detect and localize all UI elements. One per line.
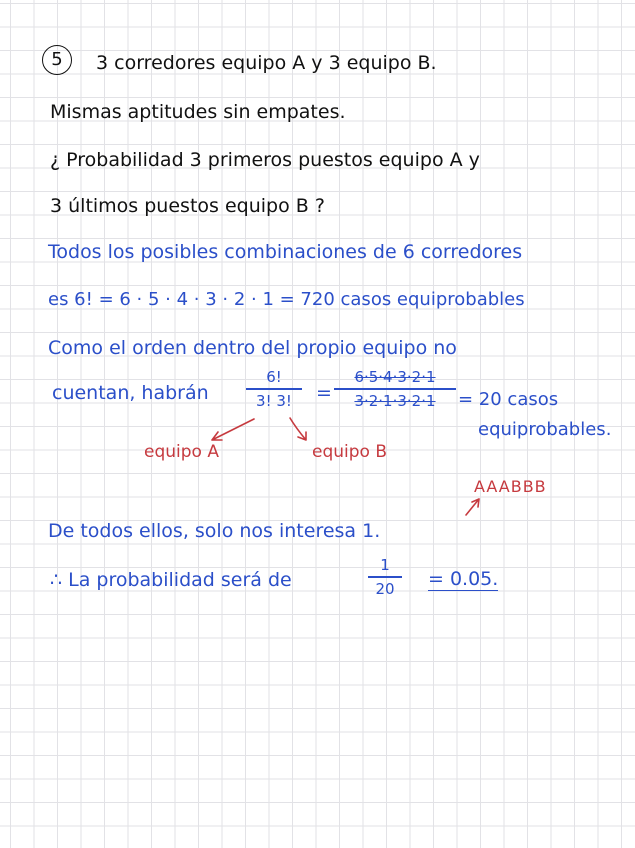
problem-line-1: 3 corredores equipo A y 3 equipo B. xyxy=(96,52,437,74)
solution-line-1: Todos los posibles combinaciones de 6 corredores xyxy=(48,241,523,263)
solution-line-4-prefix: cuentan, habrán xyxy=(52,382,209,404)
result-text-2: equiprobables. xyxy=(478,419,612,440)
final-answer: = 0.05. xyxy=(428,568,499,590)
result-text: = 20 casos xyxy=(458,389,559,410)
fraction-denominator: 3! 3! xyxy=(256,391,292,410)
arrow-to-equipo-a xyxy=(212,419,254,440)
sequence-label: AAABBB xyxy=(474,477,547,496)
fraction-1-numerator: 1 xyxy=(380,556,390,574)
fraction-expanded-numerator: 6·5·4·3·2·1 xyxy=(354,368,436,386)
label-equipo-b: equipo B xyxy=(312,442,388,462)
problem-number: 5 xyxy=(42,45,72,75)
label-equipo-a: equipo A xyxy=(144,442,219,462)
solution-line-2: es 6! = 6 · 5 · 4 · 3 · 2 · 1 = 720 casos equiprobables xyxy=(48,289,525,310)
arrow-to-equipo-b xyxy=(290,418,306,440)
fraction-expanded-denominator: 3·2·1·3·2·1 xyxy=(354,391,436,410)
problem-line-2: Mismas aptitudes sin empates. xyxy=(50,101,346,123)
solution-line-3: Como el orden dentro del propio equipo no xyxy=(48,337,457,359)
fraction-1-bar xyxy=(368,576,402,578)
problem-line-4: 3 últimos puestos equipo B ? xyxy=(50,195,325,217)
arrow-to-sequence xyxy=(466,499,479,515)
solution-line-6-prefix: ∴ La probabilidad será de xyxy=(50,569,292,591)
problem-line-3: ¿ Probabilidad 3 primeros puestos equipo A y xyxy=(50,149,480,171)
fraction-numerator: 6! xyxy=(266,368,282,386)
fraction-1-over-20 xyxy=(368,556,402,598)
solution-line-5: De todos ellos, solo nos interesa 1. xyxy=(48,520,381,542)
fraction-1-denominator: 20 xyxy=(375,579,395,598)
equals-sign: = xyxy=(316,382,332,404)
